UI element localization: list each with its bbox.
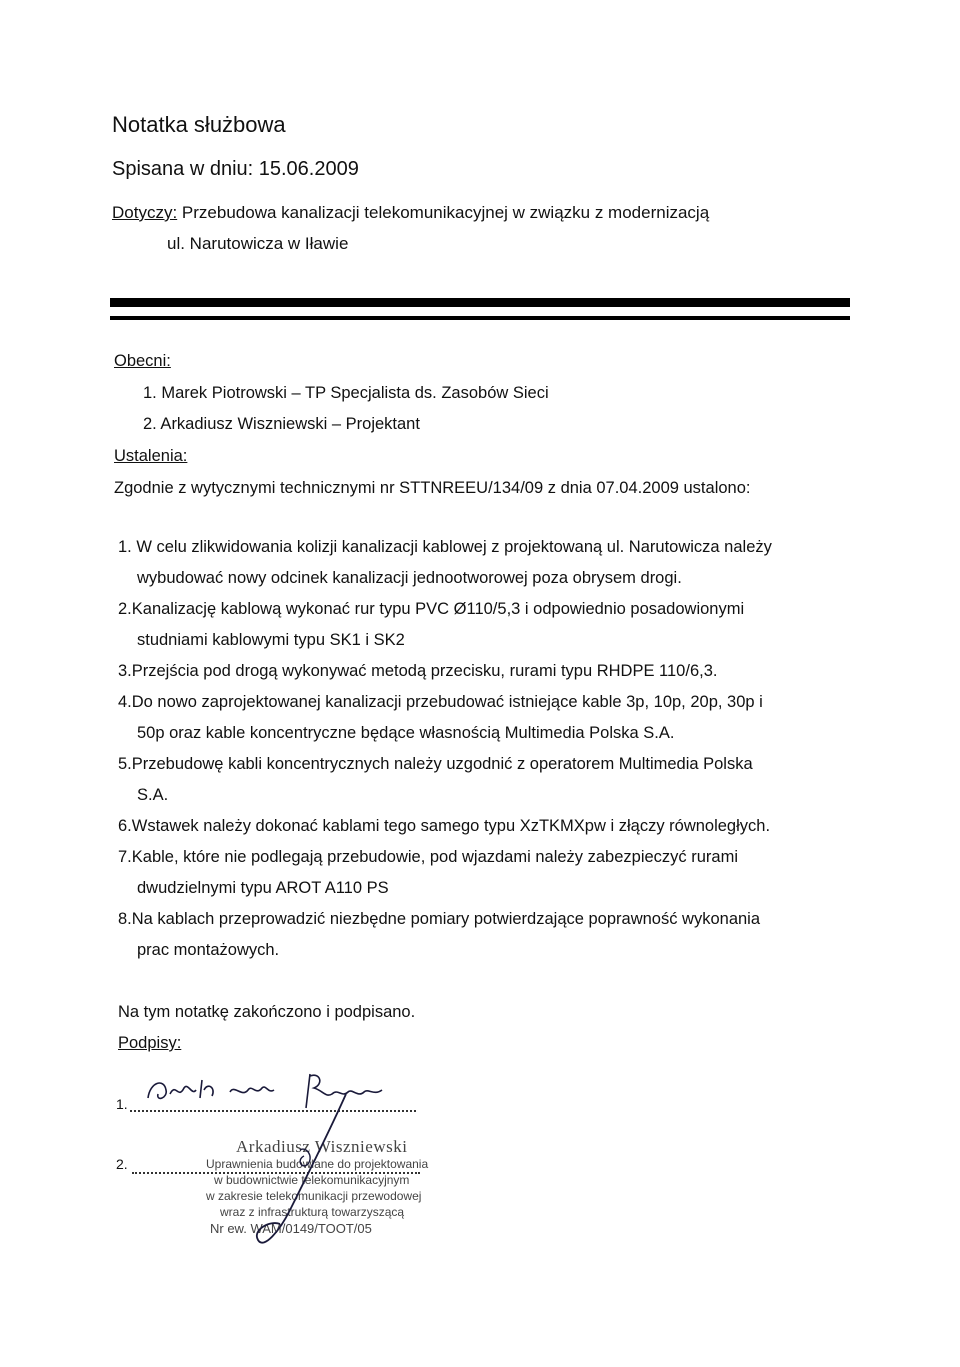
finding-line: studniami kablowymi typu SK1 i SK2 [137,631,405,649]
stamp-line: w budownictwie telekomunikacyjnym [214,1173,410,1187]
finding-line: dwudzielnymi typu AROT A110 PS [137,879,389,897]
finding-line: 50p oraz kable koncentryczne będące własnością Multimedia Polska S.A. [137,724,675,742]
document-title: Notatka służbowa [112,112,286,137]
finding-line: 4.Do nowo zaprojektowanej kanalizacji przebudować istniejące kable 3p, 10p, 20p, 30p i [118,693,763,711]
attendees-label: Obecni: [114,352,171,370]
stamp-line: Nr ew. WAM/0149/TOOT/05 [210,1221,372,1236]
finding-line: 3.Przejścia pod drogą wykonywać metodą przecisku, rurami typu RHDPE 110/6,3. [118,662,718,680]
signatures-label: Podpisy: [118,1034,182,1052]
subject-label: Dotyczy: [112,203,178,222]
stamp-line: wraz z infrastrukturą towarzyszącą [220,1205,405,1219]
subject-text-2: ul. Narutowicza w Iławie [167,234,349,253]
divider-thin [110,316,850,320]
signature-number-1: 1. [116,1096,128,1112]
date-line: Spisana w dniu: 15.06.2009 [112,158,359,180]
stamp-name: Arkadiusz Wiszniewski [236,1137,408,1156]
finding-line: 6.Wstawek należy dokonać kablami tego samego typu XzTKMXpw i złączy równoległych. [118,817,771,835]
finding-line: 8.Na kablach przeprowadzić niezbędne pomiary potwierdzające poprawność wykonania [118,910,761,928]
finding-line: wybudować nowy odcinek kanalizacji jednootworowej poza obrysem drogi. [137,569,682,587]
subject-line [112,203,709,223]
subject-text-1: Przebudowa kanalizacji telekomunikacyjnej w związku z modernizacją [181,203,710,222]
finding-line: prac montażowych. [137,941,280,959]
divider-thick [110,298,850,307]
stamp-line: Uprawnienia budowlane do projektowania [206,1157,429,1171]
signature-number-2: 2. [116,1156,128,1172]
findings-label: Ustalenia: [114,447,188,465]
stamp-line: w zakresie telekomunikacji przewodowej [206,1189,422,1203]
finding-line: 2.Kanalizację kablową wykonać rur typu PVC Ø110/5,3 i odpowiednio posadowionymi [118,600,745,618]
signature-handwriting-2 [250,1090,370,1260]
findings-intro: Zgodnie z wytycznymi technicznymi nr STTNREEU/134/09 z dnia 07.04.2009 ustalono: [114,479,751,497]
finding-line: 5.Przebudowę kabli koncentrycznych należy uzgodnić z operatorem Multimedia Polska [118,755,753,773]
attendee-item: 1. Marek Piotrowski – TP Specjalista ds. Zasobów Sieci [143,384,549,402]
finding-line: S.A. [137,786,169,804]
attendee-item: 2. Arkadiusz Wiszniewski – Projektant [143,415,420,433]
finding-line: 1. W celu zlikwidowania kolizji kanalizacji kablowej z projektowaną ul. Narutowicza należy [118,538,772,556]
closing-statement: Na tym notatkę zakończono i podpisano. [118,1003,416,1021]
finding-line: 7.Kable, które nie podlegają przebudowie, pod wjazdami należy zabezpieczyć rurami [118,848,739,866]
